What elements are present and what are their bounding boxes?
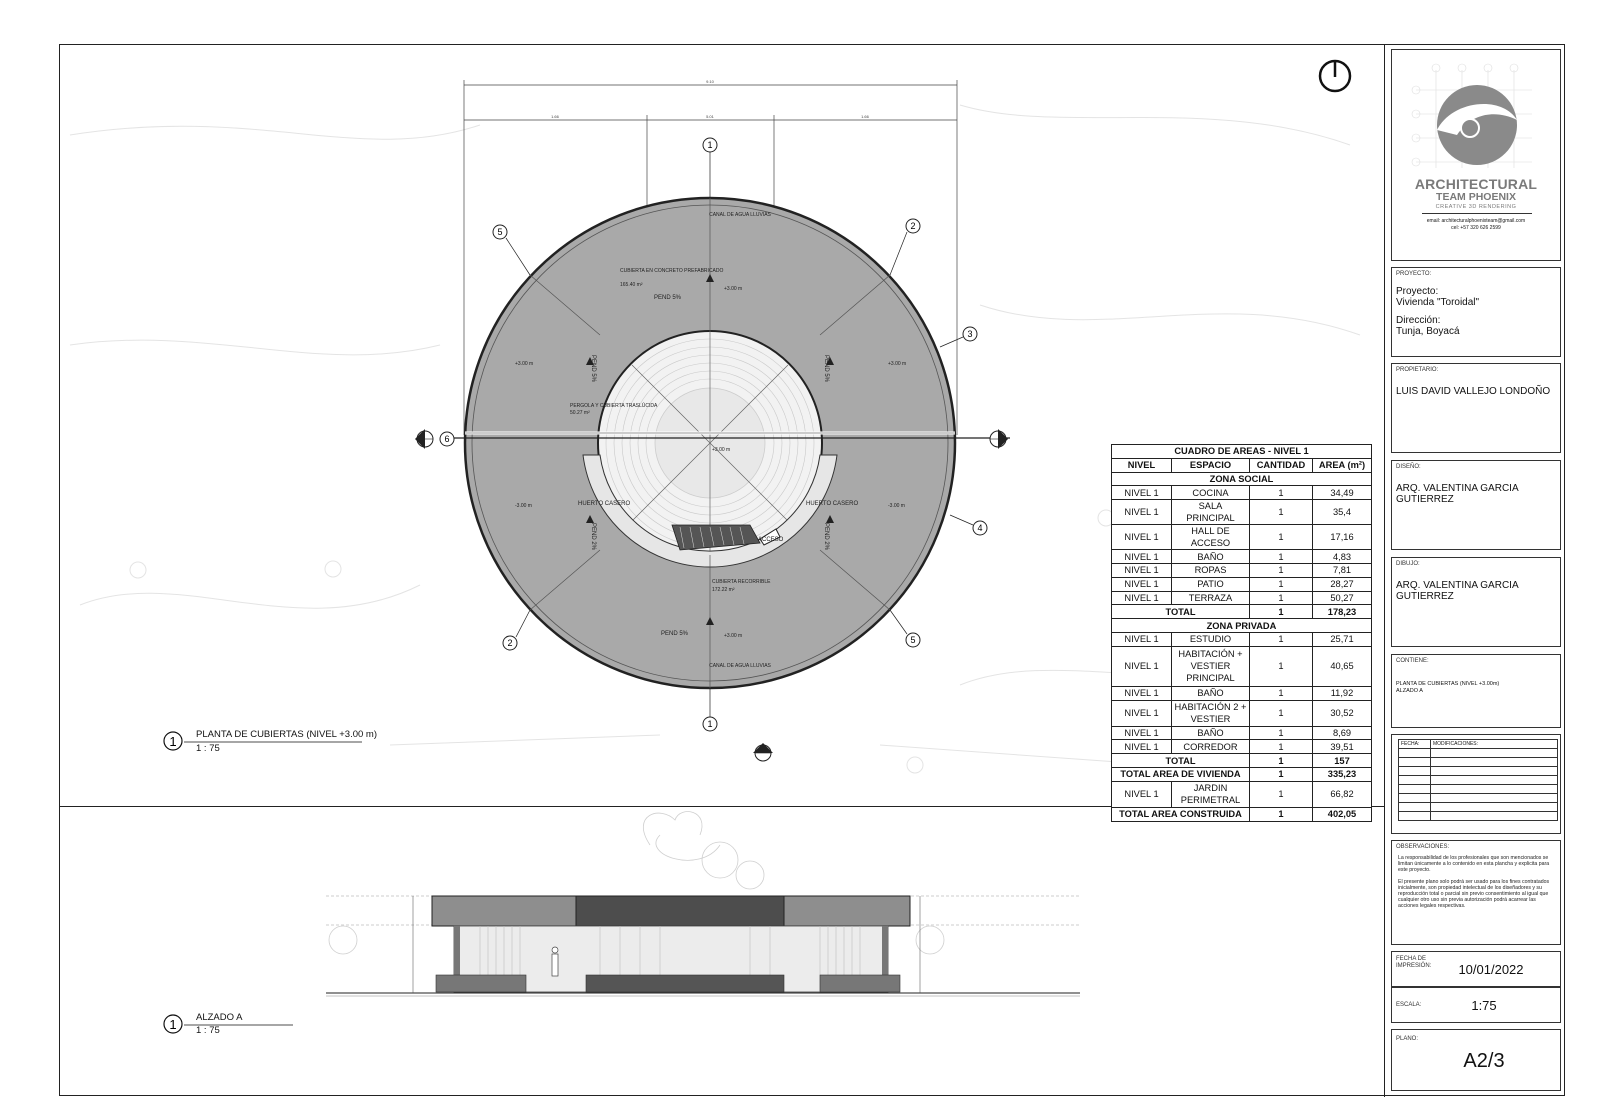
cell-area: 7,81 bbox=[1313, 563, 1372, 577]
proyecto-label: PROYECTO: bbox=[1396, 271, 1432, 277]
elevation-title: ALZADO A bbox=[196, 1012, 243, 1023]
cell-area: 40,65 bbox=[1313, 646, 1372, 686]
cell-cantidad: 1 bbox=[1250, 525, 1313, 550]
note-level-a: +3.00 m bbox=[724, 286, 743, 292]
note-acceso: ACCESO bbox=[758, 537, 784, 543]
col-header-cantidad: CANTIDAD bbox=[1250, 458, 1313, 472]
axis-label: 2 bbox=[507, 638, 513, 648]
cell-espacio: ESTUDIO bbox=[1172, 632, 1250, 646]
note-pend-bottom: PEND 5% bbox=[661, 631, 689, 637]
propietario-label: PROPIETARIO: bbox=[1396, 367, 1439, 373]
note-huerto-right: HUERTO CASERO bbox=[806, 501, 859, 507]
cell-nivel: NIVEL 1 bbox=[1112, 632, 1172, 646]
total-row bbox=[1112, 754, 1372, 768]
contact-cel: cel: +57 320 626 2599 bbox=[1451, 225, 1501, 231]
note-level-b: +3.00 m bbox=[515, 361, 534, 367]
cell-total-label: TOTAL AREA CONSTRUIDA bbox=[1112, 807, 1250, 821]
escala-box bbox=[1391, 987, 1561, 1023]
cell-nivel: NIVEL 1 bbox=[1112, 700, 1172, 726]
logo-line2: TEAM PHOENIX bbox=[1436, 191, 1516, 203]
col-header-nivel: NIVEL bbox=[1112, 458, 1172, 472]
cell-cantidad: 1 bbox=[1250, 726, 1313, 740]
cell-total-label: TOTAL bbox=[1112, 754, 1250, 768]
note-pend-right-top: PEND 5% bbox=[823, 355, 829, 383]
note-level-f: -3.00 m bbox=[888, 503, 905, 509]
note-pend-right-bottom: PEND 2% bbox=[823, 523, 829, 551]
cell-espacio: BAÑO bbox=[1172, 550, 1250, 564]
cell-area: 8,69 bbox=[1313, 726, 1372, 740]
cell-espacio: HABITACIÓN 2 + VESTIER bbox=[1172, 700, 1250, 726]
zona-privada-header: ZONA PRIVADA bbox=[1112, 619, 1372, 633]
cell-nivel: NIVEL 1 bbox=[1112, 591, 1172, 605]
table-row bbox=[1112, 500, 1372, 525]
contiene-box bbox=[1391, 654, 1561, 728]
areas-table bbox=[1111, 444, 1372, 822]
observaciones-label: OBSERVACIONES: bbox=[1396, 844, 1450, 850]
elevation-scale: 1 : 75 bbox=[196, 1025, 220, 1036]
note-canal-bottom: CANAL DE AGUA LLUVIAS bbox=[709, 663, 771, 669]
note-cubierta-recorrible: CUBIERTA RECORRIBLE bbox=[712, 579, 771, 585]
axis-label: 5 bbox=[497, 227, 503, 237]
areas-table-title: CUADRO DE AREAS - NIVEL 1 bbox=[1112, 445, 1372, 459]
escala-value: 1:75 bbox=[1471, 998, 1497, 1013]
cell-area: 335,23 bbox=[1313, 767, 1372, 781]
col-header-espacio: ESPACIO bbox=[1172, 458, 1250, 472]
cell-area: 35,4 bbox=[1313, 500, 1372, 525]
cell-nivel: NIVEL 1 bbox=[1112, 550, 1172, 564]
diseno-line2: GUTIERREZ bbox=[1396, 494, 1454, 505]
observaciones-p1: La responsabilidad de los profesionales que son mencionados se limitan únicamente a lo contenido en esta plancha y explicita para este proyecto. bbox=[1398, 855, 1550, 874]
cell-total-label: TOTAL bbox=[1112, 605, 1250, 619]
dibujo-box bbox=[1391, 557, 1561, 647]
axis-label: 6 bbox=[444, 434, 450, 444]
plano-value: A2/3 bbox=[1463, 1050, 1505, 1072]
cell-area: 66,82 bbox=[1313, 781, 1372, 807]
escala-label: ESCALA: bbox=[1396, 1002, 1422, 1008]
svg-text:5.01: 5.01 bbox=[706, 114, 714, 119]
cell-cantidad: 1 bbox=[1250, 781, 1313, 807]
cell-cantidad: 1 bbox=[1250, 686, 1313, 700]
axis-label: 1 bbox=[707, 140, 713, 150]
svg-text:9.10: 9.10 bbox=[706, 79, 714, 84]
cell-area: 34,49 bbox=[1313, 486, 1372, 500]
total-vivienda-row bbox=[1112, 767, 1372, 781]
col-header-area: AREA (m²) bbox=[1313, 458, 1372, 472]
plano-box bbox=[1391, 1029, 1561, 1091]
table-row bbox=[1112, 646, 1372, 686]
modificaciones-box bbox=[1391, 734, 1561, 834]
axis-label: 1 bbox=[707, 719, 713, 729]
cell-espacio: TERRAZA bbox=[1172, 591, 1250, 605]
cell-area: 17,16 bbox=[1313, 525, 1372, 550]
axis-label: 3 bbox=[967, 329, 973, 339]
cell-cantidad: 1 bbox=[1250, 754, 1313, 768]
cell-total-label: TOTAL AREA DE VIVIENDA bbox=[1112, 767, 1250, 781]
plan-number: 1 bbox=[169, 734, 177, 749]
cell-area: 25,71 bbox=[1313, 632, 1372, 646]
cell-nivel: NIVEL 1 bbox=[1112, 646, 1172, 686]
direccion-line2: Tunja, Boyacá bbox=[1396, 326, 1460, 337]
cell-espacio: PATIO bbox=[1172, 577, 1250, 591]
cell-nivel: NIVEL 1 bbox=[1112, 726, 1172, 740]
cell-espacio: BAÑO bbox=[1172, 686, 1250, 700]
cell-espacio: JARDIN PERIMETRAL bbox=[1172, 781, 1250, 807]
table-row bbox=[1112, 486, 1372, 500]
note-pend-top: PEND 5% bbox=[654, 295, 682, 301]
table-row bbox=[1112, 525, 1372, 550]
cell-cantidad: 1 bbox=[1250, 577, 1313, 591]
table-row bbox=[1112, 740, 1372, 754]
cell-nivel: NIVEL 1 bbox=[1112, 577, 1172, 591]
cell-area: 50,27 bbox=[1313, 591, 1372, 605]
note-pend-left-top: PEND 5% bbox=[590, 355, 596, 383]
note-cubierta-concreto: CUBIERTA EN CONCRETO PREFABRICADO bbox=[620, 268, 724, 274]
cell-nivel: NIVEL 1 bbox=[1112, 686, 1172, 700]
fecha-box bbox=[1391, 951, 1561, 987]
cell-cantidad: 1 bbox=[1250, 632, 1313, 646]
cell-area: 30,52 bbox=[1313, 700, 1372, 726]
elevation-number: 1 bbox=[169, 1017, 177, 1032]
note-pergola: PERGOLA Y CUBIERTA TRASLÚCIDA bbox=[570, 403, 658, 409]
cell-espacio: COCINA bbox=[1172, 486, 1250, 500]
cell-nivel: NIVEL 1 bbox=[1112, 500, 1172, 525]
plan-scale: 1 : 75 bbox=[196, 743, 220, 754]
proyecto-box bbox=[1391, 267, 1561, 357]
table-row bbox=[1112, 550, 1372, 564]
svg-text:1.66: 1.66 bbox=[861, 114, 869, 119]
dibujo-label: DIBUJO: bbox=[1396, 561, 1420, 567]
note-cubierta-concreto-area: 165.40 m² bbox=[620, 282, 643, 288]
plan-title: PLANTA DE CUBIERTAS (NIVEL +3.00 m) bbox=[196, 729, 377, 740]
modificaciones-table bbox=[1398, 739, 1558, 821]
observaciones-box bbox=[1391, 840, 1561, 945]
cell-espacio: HABITACIÓN + VESTIER PRINCIPAL bbox=[1172, 646, 1250, 686]
cell-nivel: NIVEL 1 bbox=[1112, 781, 1172, 807]
modif-col-header: MODIFICACIONES: bbox=[1431, 740, 1558, 749]
observaciones-p2: El presente plano solo podrá ser usado para los fines contratados inicialmente, son propiedad intelectual de los diseñadores y su reproducción total o parcial sin previo consentimiento al igual que cualquier otro uso sin previa autorización podrá acarrear las acciones legales respectivas. bbox=[1398, 878, 1550, 910]
table-row bbox=[1112, 700, 1372, 726]
propietario-box bbox=[1391, 363, 1561, 453]
note-level-c: +3.00 m bbox=[888, 361, 907, 367]
note-pergola-area: 50.27 m² bbox=[570, 410, 590, 416]
cell-cantidad: 1 bbox=[1250, 563, 1313, 577]
diseno-line1: ARQ. VALENTINA GARCIA bbox=[1396, 483, 1519, 494]
table-row bbox=[1112, 686, 1372, 700]
note-level-g: +3.00 m bbox=[724, 633, 743, 639]
logo-line3: CREATIVE 3D RENDERING bbox=[1435, 204, 1517, 210]
cell-cantidad: 1 bbox=[1250, 740, 1313, 754]
cell-cantidad: 1 bbox=[1250, 767, 1313, 781]
axis-label: 5 bbox=[910, 635, 916, 645]
cell-area: 28,27 bbox=[1313, 577, 1372, 591]
axis-label: 2 bbox=[910, 221, 916, 231]
zona-social-header: ZONA SOCIAL bbox=[1112, 472, 1372, 486]
cell-espacio: ROPAS bbox=[1172, 563, 1250, 577]
table-row bbox=[1112, 781, 1372, 807]
contact-email: email: architecturalphoenixteam@gmail.com bbox=[1426, 218, 1526, 224]
dibujo-line1: ARQ. VALENTINA GARCIA bbox=[1396, 580, 1519, 591]
contiene-line1: PLANTA DE CUBIERTAS (NIVEL +3.00m) bbox=[1396, 681, 1500, 687]
cell-nivel: NIVEL 1 bbox=[1112, 740, 1172, 754]
propietario-name: LUIS DAVID VALLEJO LONDOÑO bbox=[1396, 386, 1551, 397]
plano-label: PLANO: bbox=[1396, 1036, 1419, 1042]
cell-area: 178,23 bbox=[1313, 605, 1372, 619]
dibujo-line2: GUTIERREZ bbox=[1396, 591, 1454, 602]
cell-cantidad: 1 bbox=[1250, 486, 1313, 500]
cell-cantidad: 1 bbox=[1250, 700, 1313, 726]
cell-cantidad: 1 bbox=[1250, 646, 1313, 686]
fecha-impresion-value: 10/01/2022 bbox=[1458, 962, 1524, 977]
cell-cantidad: 1 bbox=[1250, 500, 1313, 525]
cell-nivel: NIVEL 1 bbox=[1112, 525, 1172, 550]
fecha-impresion-label: FECHA DE IMPRESIÓN: bbox=[1396, 956, 1432, 969]
logo-line1: ARCHITECTURAL bbox=[1414, 176, 1538, 192]
note-level-d: +3.00 m bbox=[712, 447, 731, 453]
cell-area: 39,51 bbox=[1313, 740, 1372, 754]
cell-nivel: NIVEL 1 bbox=[1112, 563, 1172, 577]
cell-espacio: BAÑO bbox=[1172, 726, 1250, 740]
cell-cantidad: 1 bbox=[1250, 591, 1313, 605]
cell-area: 402,05 bbox=[1313, 807, 1372, 821]
section-marker-left bbox=[415, 429, 433, 449]
cell-cantidad: 1 bbox=[1250, 605, 1313, 619]
cell-area: 11,92 bbox=[1313, 686, 1372, 700]
total-row bbox=[1112, 605, 1372, 619]
contiene-label: CONTIENE: bbox=[1396, 658, 1429, 664]
elevation-drawing bbox=[326, 812, 1080, 996]
table-row bbox=[1112, 591, 1372, 605]
total-construida-row bbox=[1112, 807, 1372, 821]
note-pend-left-bottom: PEND 2% bbox=[590, 523, 596, 551]
axis-label: 4 bbox=[977, 523, 983, 533]
section-marker-bottom bbox=[753, 743, 773, 761]
note-cubierta-recorrible-area: 172.22 m² bbox=[712, 587, 735, 593]
diseno-label: DISEÑO: bbox=[1396, 464, 1421, 470]
diseno-box bbox=[1391, 460, 1561, 550]
title-block bbox=[1384, 45, 1566, 1097]
fecha-col-header: FECHA: bbox=[1399, 740, 1431, 749]
direccion-line1: Dirección: bbox=[1396, 315, 1441, 326]
cell-espacio: HALL DE ACCESO bbox=[1172, 525, 1250, 550]
cell-nivel: NIVEL 1 bbox=[1112, 486, 1172, 500]
note-level-e: -3.00 m bbox=[515, 503, 532, 509]
proyecto-line2: Vivienda "Toroidal" bbox=[1396, 297, 1480, 308]
section-marker-right bbox=[990, 429, 1008, 449]
cell-cantidad: 1 bbox=[1250, 550, 1313, 564]
table-row bbox=[1112, 726, 1372, 740]
cell-area: 4,83 bbox=[1313, 550, 1372, 564]
cell-area: 157 bbox=[1313, 754, 1372, 768]
svg-text:1.66: 1.66 bbox=[551, 114, 559, 119]
logo-box bbox=[1391, 49, 1561, 261]
table-row bbox=[1112, 577, 1372, 591]
proyecto-line1: Proyecto: bbox=[1396, 286, 1439, 297]
note-canal-top: CANAL DE AGUA LLUVIAS bbox=[709, 212, 771, 218]
table-row bbox=[1112, 563, 1372, 577]
north-arrow-icon bbox=[1320, 60, 1350, 91]
table-row bbox=[1112, 632, 1372, 646]
observaciones-text bbox=[1398, 855, 1554, 915]
contiene-line2: ALZADO A bbox=[1396, 688, 1423, 694]
cell-espacio: SALA PRINCIPAL bbox=[1172, 500, 1250, 525]
cell-cantidad: 1 bbox=[1250, 807, 1313, 821]
cell-espacio: CORREDOR bbox=[1172, 740, 1250, 754]
note-huerto-left: HUERTO CASERO bbox=[578, 501, 631, 507]
